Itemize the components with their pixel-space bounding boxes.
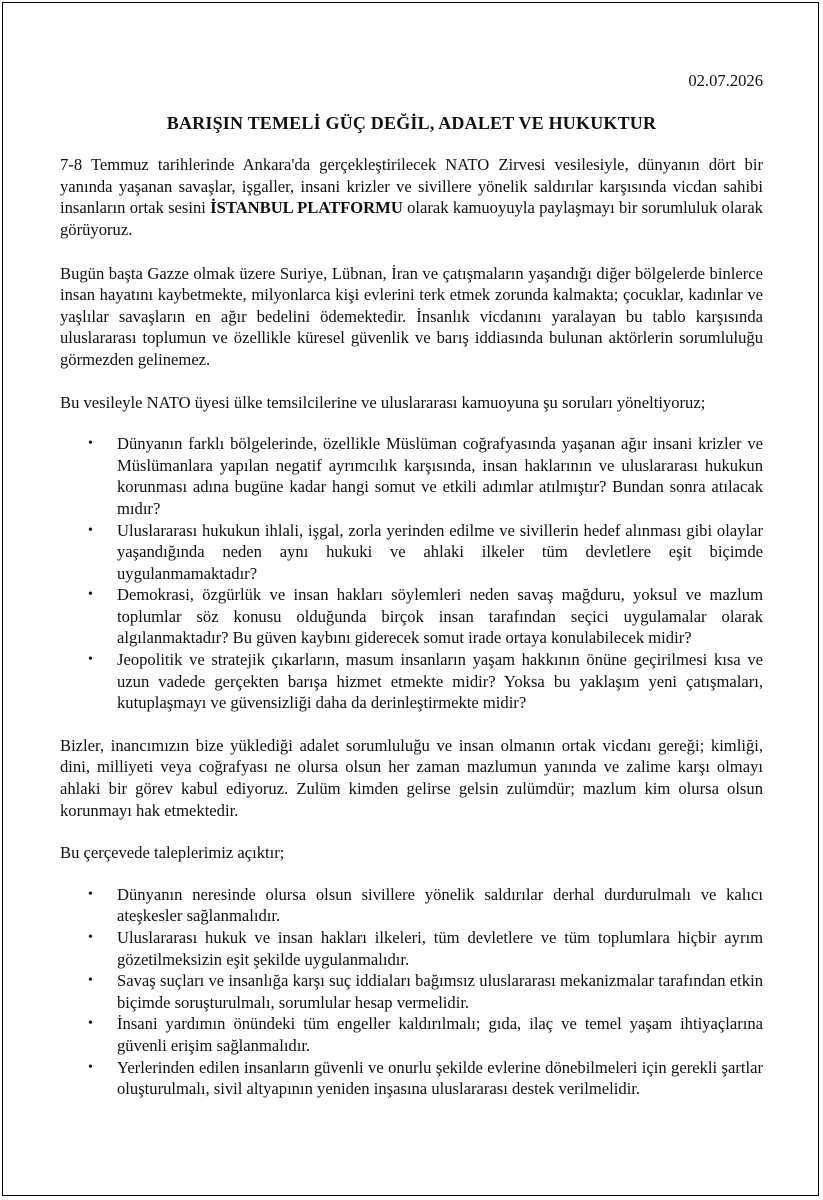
question-item [88, 584, 763, 649]
bullet-icon: • [88, 1059, 93, 1075]
bullet-icon: • [88, 973, 93, 989]
question-item [88, 520, 763, 585]
bullet-icon: • [88, 1016, 93, 1032]
demand-item [88, 1057, 763, 1100]
intro-paragraph [60, 154, 763, 240]
demands-list [60, 884, 763, 1100]
bullet-icon: • [88, 587, 93, 603]
question-text: Demokrasi, özgürlük ve insan hakları söylemleri neden savaş mağduru, yoksul ve mazlum toplumlar söz konusu olduğunda birçok insan tarafından seçici uygulamalar olarak algılanmaktadır? Bu güven kaybını giderecek somut irade ortaya konulabilecek midir? [117, 585, 763, 648]
demand-text: Dünyanın neresinde olursa olsun sivillere yönelik saldırılar derhal durdurulmalı ve kalıcı ateşkesler sağlanmalıdır. [117, 884, 763, 926]
demand-item [88, 1013, 763, 1056]
question-text: Uluslararası hukukun ihlali, işgal, zorla yerinden edilme ve sivillerin hedef alınması gibi olaylar yaşandığında neden aynı hukuki ve ahlaki ilkeler tüm devletlere eşit biçimde uygulanmamaktadır? [117, 520, 763, 583]
demand-text: Uluslararası hukuk ve insan hakları ilkeleri, tüm devletlere ve tüm toplumlara hiçbir ayrım gözetilmeksizin eşit şekilde uygulanmalıdır. [117, 928, 763, 969]
question-text: Jeopolitik ve stratejik çıkarların, masum insanların yaşam hakkının önüne geçirilmesi kısa ve uzun vadede gerçekten barışa hizmet etmekte midir? Yoksa bu yaklaşım yeni çatışmaları, kutuplaşmayı ve güvensizliği daha da derinleştirmekte midir? [117, 650, 763, 713]
demands-intro: Bu çerçevede taleplerimiz açıktır; [60, 843, 285, 863]
bullet-icon: • [88, 436, 93, 452]
question-item [88, 649, 763, 714]
demand-item [88, 884, 763, 927]
document-title: BARIŞIN TEMELİ GÜÇ DEĞİL, ADALET VE HUKUKTUR [166, 112, 657, 133]
demand-item [88, 970, 763, 1013]
demand-item [88, 927, 763, 970]
questions-intro: Bu vesileyle NATO üyesi ülke temsilcilerine ve uluslararası kamuoyuna şu soruları yöneltiyoruz; [60, 392, 706, 412]
stance-paragraph: Bizler, inancımızın bize yüklediği adalet sorumluluğu ve insan olmanın ortak vicdanı gereği; kimliği, dini, milliyeti veya coğrafyası ne olursa olsun her zaman mazlumun yanında ve zalime karşı olmayı ahlaki bir görev kabul ediyoruz. Zulüm kimden gelirse gelsin zulümdür; mazlum kim olursa olsun korunmayı hak etmektedir. [60, 735, 763, 820]
intro-text-start: 7-8 Temmuz tarihlerinde Ankara'da gerçekleştirilecek NATO Zirvesi vesilesiyle, dünyanın dört bir yanında yaşanan savaşlar, işgaller, insani krizler ve sivillere yönelik saldırılar karşısında vicdan sahibi insanların ortak sesini [60, 155, 763, 218]
question-text: Dünyanın farklı bölgelerinde, özellikle Müslüman coğrafyasında yaşanan ağır insani krizler ve Müslümanlara yapılan negatif ayrımcılık karşısında, insan haklarının ve uluslararası hukukun korunması adına bugüne kadar hangi somut ve etkili adımlar atılmıştır? Bundan sonra atılacak mıdır? [117, 434, 763, 518]
situation-paragraph: Bugün başta Gazze olmak üzere Suriye, Lübnan, İran ve çatışmaların yaşandığı diğer bölgelerde binlerce insan hayatını kaybetmekte, milyonlarca kişi evlerini terk etmek zorunda kalmakta; çocuklar, kadınlar ve yaşlılar savaşların en ağır bedelini ödemektedir. İnsanlık vicdanını yaralayan bu tablo karşısında uluslararası toplumun ve özellikle küresel güvenlik ve barış iddiasında bulunan aktörlerin sorumluluğu görmezden gelinemez. [60, 263, 763, 369]
bullet-icon: • [88, 652, 93, 668]
bullet-icon: • [88, 522, 93, 538]
bullet-icon: • [88, 930, 93, 945]
demand-text: Yerlerinden edilen insanların güvenli ve onurlu şekilde evlerine dönebilmeleri için gerekli şartlar oluşturulmalı, sivil altyapının yeniden inşasına uluslararası destek verilmelidir. [117, 1057, 763, 1099]
intro-text-end: olarak kamuoyuyla paylaşmayı bir sorumluluk olarak görüyoruz. [60, 198, 763, 239]
document-date: 02.07.2026 [688, 71, 763, 90]
platform-name: İSTANBUL PLATFORMU [210, 198, 403, 218]
question-item [88, 433, 763, 519]
document-body [60, 70, 763, 1121]
bullet-icon: • [88, 886, 93, 902]
questions-list [60, 433, 763, 714]
demand-text: Savaş suçları ve insanlığa karşı suç iddiaları bağımsız uluslararası mekanizmalar tarafından etkin biçimde soruşturulmalı, sorumlular hesap vermelidir. [117, 971, 763, 1012]
demand-text: İnsani yardımın önündeki tüm engeller kaldırılmalı; gıda, ilaç ve temel yaşam ihtiyaçlarına güvenli erişim sağlanmalıdır. [117, 1014, 763, 1055]
